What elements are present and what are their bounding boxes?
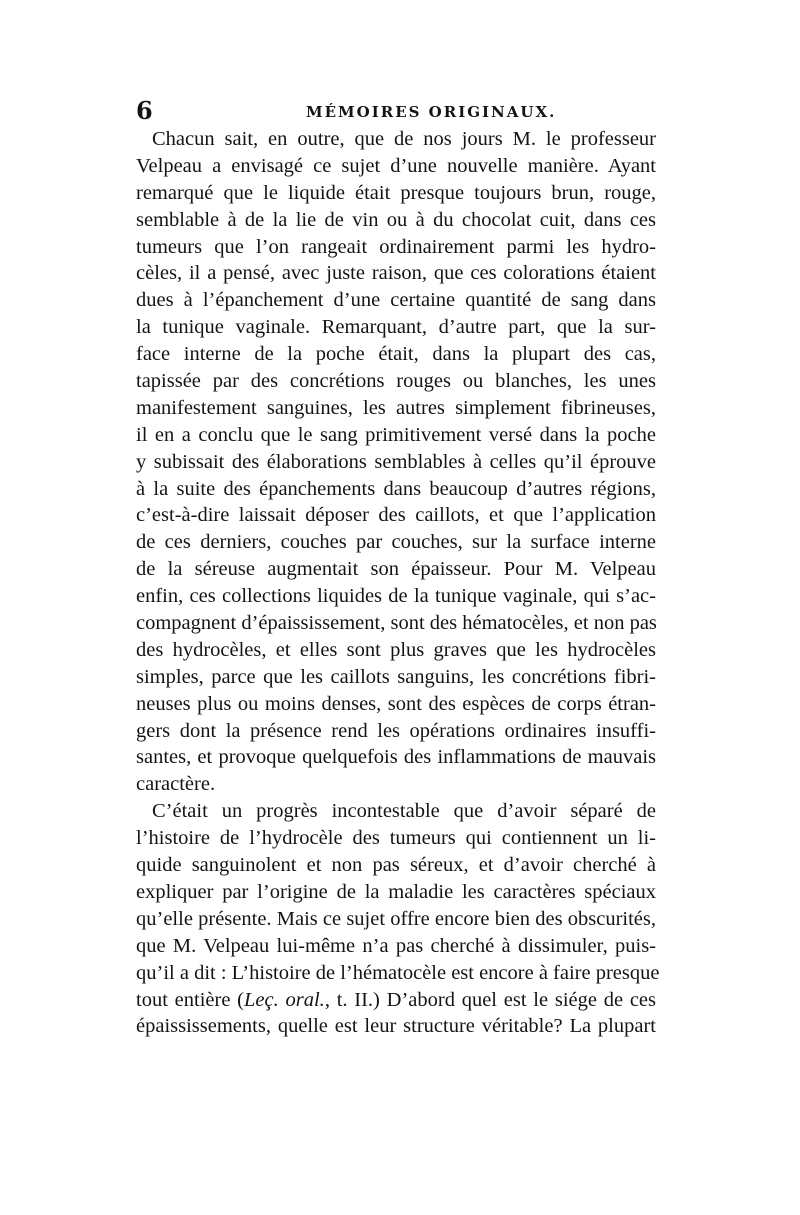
text-line: la tunique vaginale. Remarquant, d’autre part, que la sur- [136, 316, 656, 339]
text-line: Chacun sait, en outre, que de nos jours M. le professeur [152, 128, 656, 150]
text-line: y subissait des élaborations semblables à celles qu’il éprouve [136, 450, 656, 473]
text-line: neuses plus ou moins denses, sont des espèces de corps étran- [136, 692, 656, 715]
text-line: il en a conclu que le sang primitivement versé dans la poche [136, 423, 656, 446]
text-line: que M. Velpeau lui-même n’a pas cherché à dissimuler, puis- [136, 934, 656, 957]
citation-line [136, 987, 656, 1014]
text-line: de ces derniers, couches par couches, sur la surface interne [136, 531, 656, 554]
text-line: quide sanguinolent et non pas séreux, et d’avoir cherché à [136, 854, 656, 877]
text-line: qu’elle présente. Mais ce sujet offre encore bien des obscurités, [136, 907, 656, 930]
text-line: gers dont la présence rend les opérations ordinaires insuffi- [136, 719, 656, 742]
text-line: c’est-à-dire laissait déposer des caillots, et que l’application [136, 504, 656, 527]
text-line: enfin, ces collections liquides de la tunique vaginale, qui s’ac- [136, 585, 656, 608]
citation-after: , t. II.) D’abord quel est le siége de ces [324, 988, 657, 1011]
page-number: 6 [136, 96, 153, 125]
text-line: qu’il a dit : L’histoire de l’hématocèle est encore à faire presque [136, 961, 660, 984]
text-line: cèles, il a pensé, avec juste raison, que ces colorations étaient [136, 262, 656, 285]
running-head: MÉMOIRES ORIGINAUX. [306, 103, 557, 121]
text-line: Velpeau a envisagé ce sujet d’une nouvelle manière. Ayant [136, 154, 656, 177]
text-line: simples, parce que les caillots sanguins, les concrétions fibri- [136, 665, 656, 688]
text-line: remarqué que le liquide était presque toujours brun, rouge, [136, 181, 656, 204]
text-line: C’était un progrès incontestable que d’avoir séparé de [152, 800, 656, 823]
body-text [136, 126, 660, 1040]
text-line: tumeurs que l’on rangeait ordinairement parmi les hydro- [136, 235, 656, 258]
text-line: l’histoire de l’hydrocèle des tumeurs qui contiennent un li- [136, 827, 656, 850]
paragraph-2 [136, 798, 660, 1040]
text-line: de la séreuse augmentait son épaisseur. Pour M. Velpeau [136, 558, 656, 581]
text-line: compagnent d’épaississement, sont des hématocèles, et non pas [136, 612, 657, 635]
text-line: face interne de la poche était, dans la plupart des cas, [136, 343, 656, 366]
citation-before: tout entière ( [136, 988, 245, 1011]
text-line: caractère. [136, 773, 216, 796]
citation-title: Leç. oral. [244, 988, 325, 1011]
text-line: tapissée par des concrétions rouges ou blanches, les unes [136, 370, 656, 393]
paragraph-1 [136, 126, 656, 798]
text-line: dues à l’épanchement d’une certaine quantité de sang dans [136, 289, 656, 312]
text-line: manifestement sanguines, les autres simplement fibrineuses, [136, 396, 656, 419]
text-line: semblable à de la lie de vin ou à du chocolat cuit, dans ces [136, 208, 656, 231]
page-header [136, 96, 668, 126]
text-line: à la suite des épanchements dans beaucoup d’autres régions, [136, 477, 656, 500]
text-line: des hydrocèles, et elles sont plus graves que les hydrocèles [136, 638, 656, 661]
text-line: épaississements, quelle est leur structure véritable? La plupart [136, 1015, 656, 1038]
text-line: expliquer par l’origine de la maladie les caractères spéciaux [136, 880, 656, 903]
text-line: santes, et provoque quelquefois des inflammations de mauvais [136, 746, 656, 769]
